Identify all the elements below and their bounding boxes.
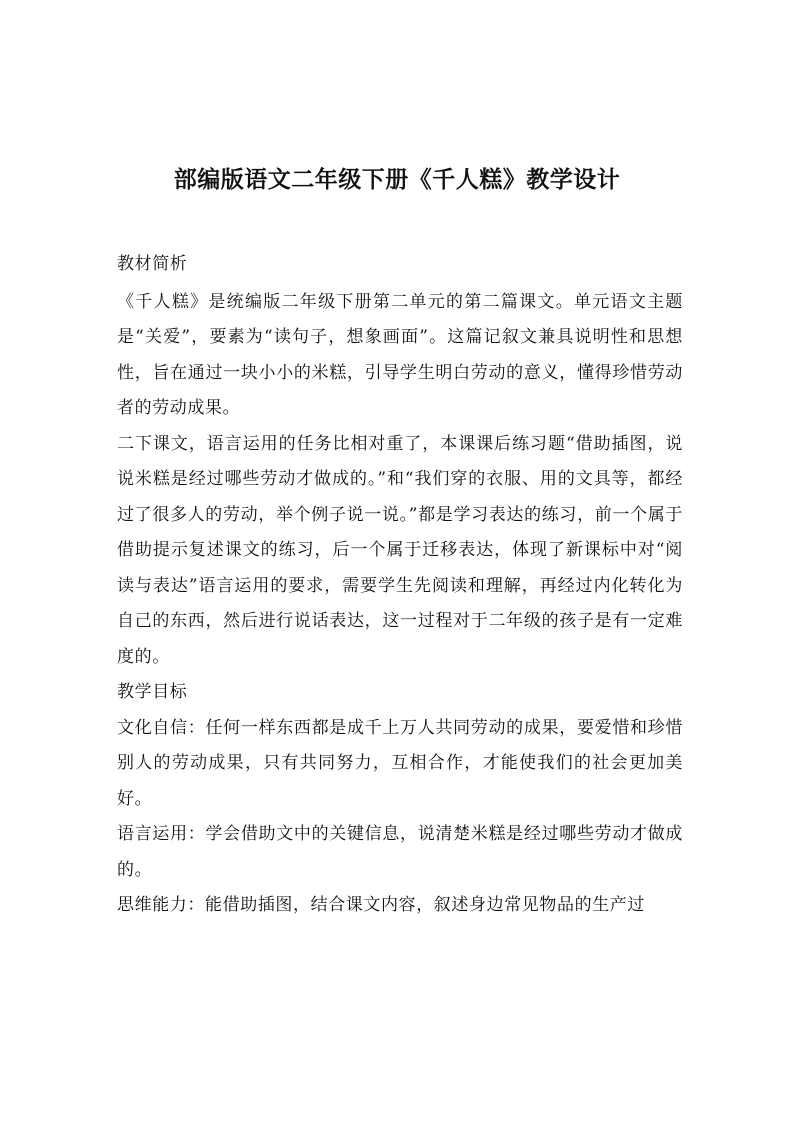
analysis-paragraph-1: 《千人糕》是统编版二年级下册第二单元的第二篇课文。单元语文主题是“关爱”，要素为“读句子，想象画面”。这篇记叙文兼具说明性和思想性，旨在通过一块小小的米糕，引导学生明白劳动的意义，懂得珍惜劳动者的劳动成果。	[117, 291, 683, 418]
goal-thinking: 思维能力：能借助插图，结合课文内容，叙述身边常见物品的生产过	[117, 895, 645, 915]
section-heading-goals: 教学目标	[117, 682, 188, 702]
goal-language: 语言运用：学会借助文中的关键信息，说清楚米糕是经过哪些劳动才做成的。	[117, 824, 683, 880]
document-body	[117, 247, 683, 924]
document-title: 部编版语文二年级下册《千人糕》教学设计	[173, 166, 621, 193]
section-heading-analysis: 教材简析	[117, 254, 188, 274]
goal-culture: 文化自信：任何一样东西都是成千上万人共同劳动的成果，要爱惜和珍惜别人的劳动成果，只有共同努力，互相合作，才能使我们的社会更加美好。	[117, 717, 683, 809]
analysis-paragraph-2: 二下课文，语言运用的任务比相对重了，本课课后练习题“借助插图，说说米糕是经过哪些劳动才做成的。”和“我们穿的衣服、用的文具等，都经过了很多人的劳动，举个例子说一说。”都是学习表达的练习，前一个属于借助提示复述课文的练习，后一个属于迁移表达，体现了新课标中对“阅读与表达”语言运用的要求，需要学生先阅读和理解，再经过内化转化为自己的东西，然后进行说话表达，这一过程对于二年级的孩子是有一定难度的。	[117, 433, 683, 667]
